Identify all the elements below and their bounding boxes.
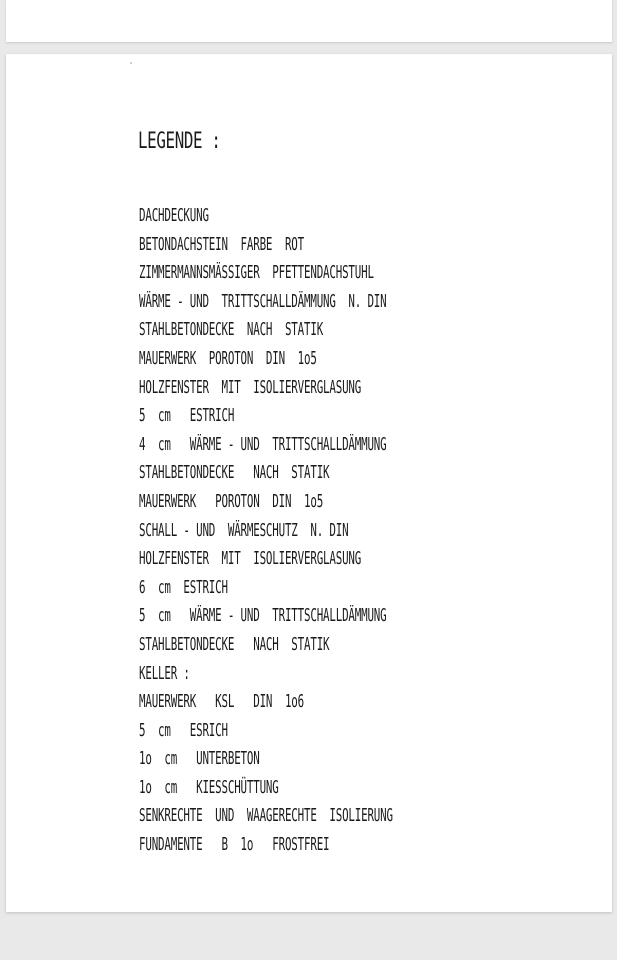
legend-item: 5 cm ESRICH bbox=[139, 720, 228, 741]
legend-item: STAHLBETONDECKE NACH STATIK bbox=[139, 634, 330, 655]
legend-item: MAUERWERK POROTON DIN 1o5 bbox=[139, 348, 317, 369]
legend-item: DACHDECKUNG bbox=[139, 206, 209, 226]
legend-item: WÄRME - UND TRITTSCHALLDÄMMUNG N. DIN bbox=[139, 291, 387, 312]
legend-item: STAHLBETONDECKE NACH STATIK bbox=[139, 463, 330, 484]
legend-item: HOLZFENSTER MIT ISOLIERVERGLASUNG bbox=[139, 549, 362, 570]
legend-item: SENKRECHTE UND WAAGERECHTE ISOLIERUNG bbox=[139, 806, 393, 827]
page-title: LEGENDE : bbox=[138, 129, 221, 154]
legend-item: FUNDAMENTE B 1o FROSTFREI bbox=[139, 835, 330, 856]
legend-item: 5 cm ESTRICH bbox=[139, 406, 235, 427]
legend-item: MAUERWERK KSL DIN 1o6 bbox=[139, 692, 305, 713]
previous-page bbox=[6, 0, 612, 42]
legend-item: 4 cm WÄRME - UND TRITTSCHALLDÄMMUNG bbox=[139, 434, 387, 455]
legend-list bbox=[139, 202, 548, 860]
legend-item: 6 cm ESTRICH bbox=[139, 577, 228, 598]
legend-item: KELLER : bbox=[139, 663, 190, 684]
legend-item: 1o cm KIESSCHÜTTUNG bbox=[139, 777, 279, 798]
legend-item: MAUERWERK POROTON DIN 1o5 bbox=[139, 491, 324, 512]
legend-item: ZIMMERMANNSMÄSSIGER PFETTENDACHSTUHL bbox=[139, 263, 374, 284]
document-page bbox=[6, 54, 612, 912]
legend-item: HOLZFENSTER MIT ISOLIERVERGLASUNG bbox=[139, 377, 362, 398]
scan-speck bbox=[130, 62, 132, 64]
legend-item: 5 cm WÄRME - UND TRITTSCHALLDÄMMUNG bbox=[139, 606, 387, 627]
legend-item: 1o cm UNTERBETON bbox=[139, 749, 260, 770]
legend-item: SCHALL - UND WÄRMESCHUTZ N. DIN bbox=[139, 520, 349, 541]
legend-item: STAHLBETONDECKE NACH STATIK bbox=[139, 320, 324, 341]
legend-item: BETONDACHSTEIN FARBE ROT bbox=[139, 234, 305, 255]
